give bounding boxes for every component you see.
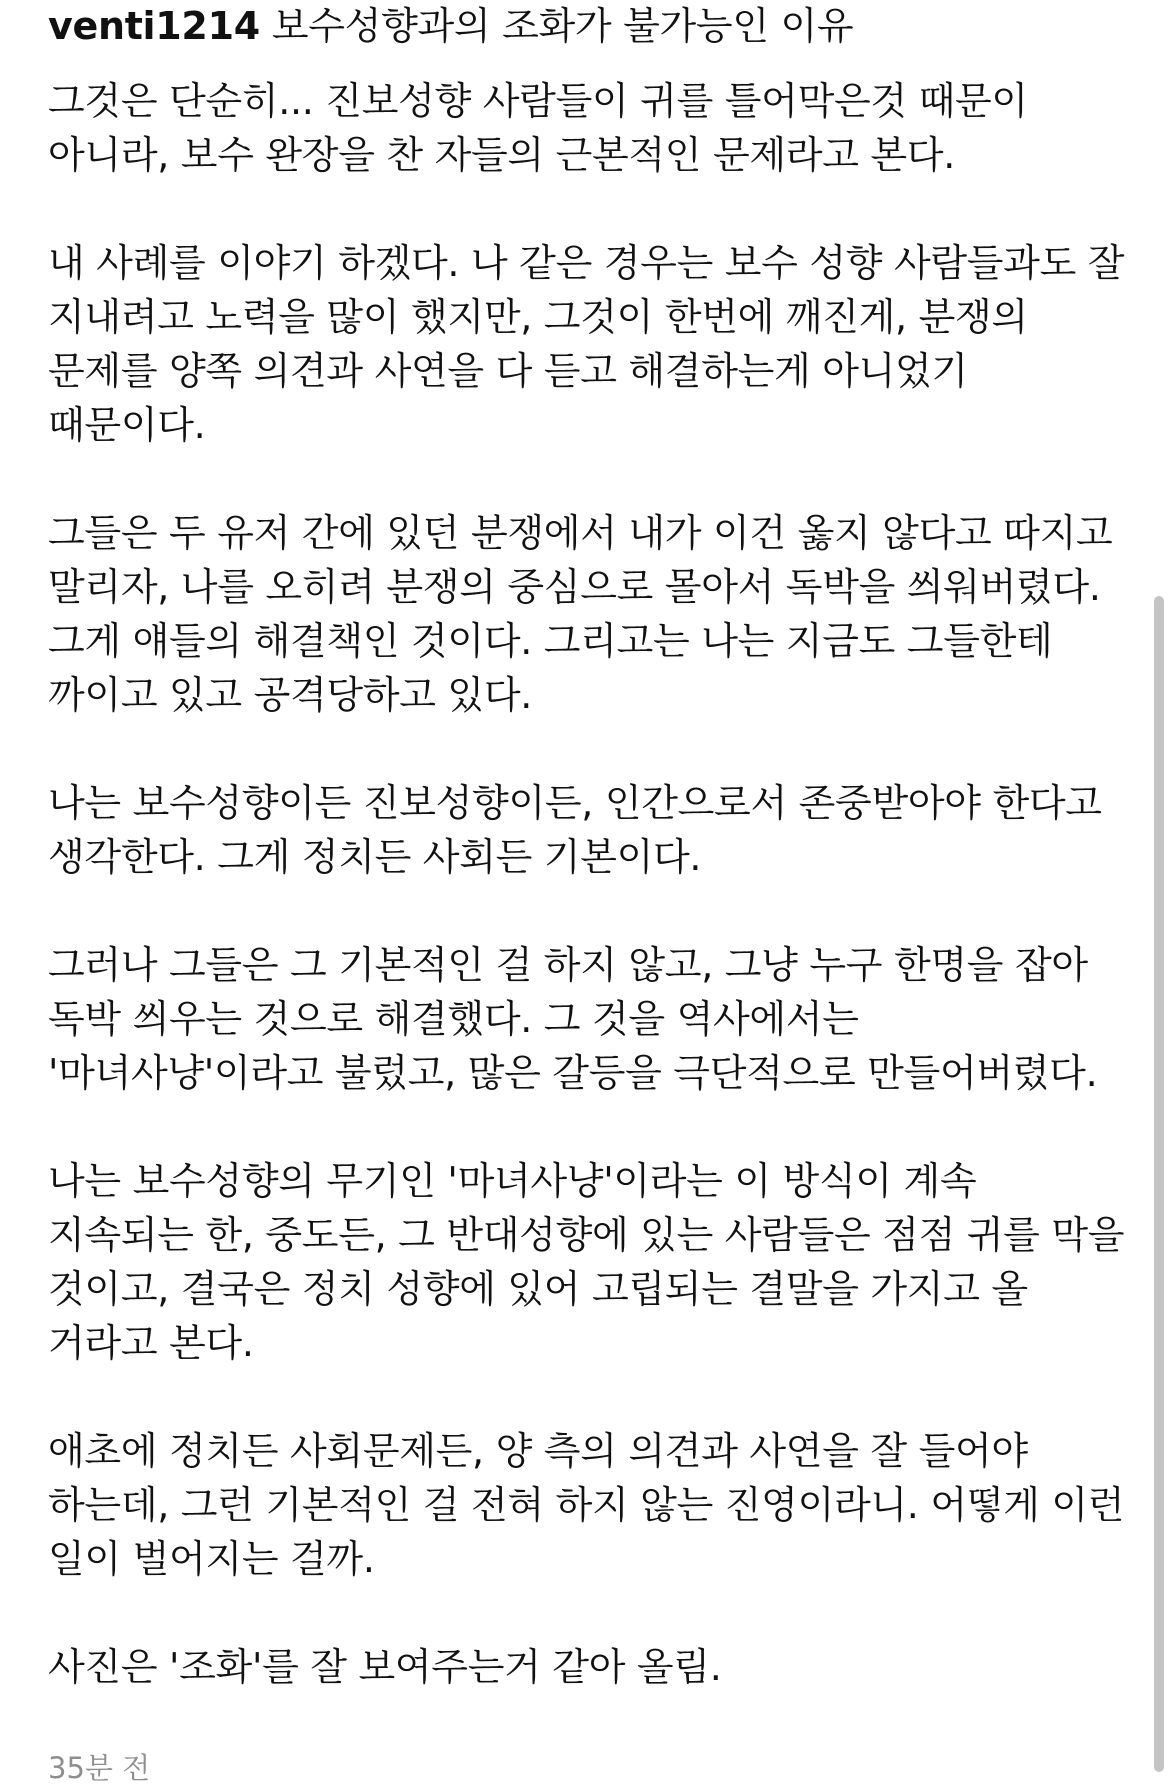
post-timestamp: 35분 전 [48, 1751, 151, 1785]
scrollbar-thumb[interactable] [1154, 596, 1164, 1772]
post-paragraph-7: 애초에 정치든 사회문제든, 양 측의 의견과 사연을 잘 들어야 하는데, 그런 기본적인 걸 전혀 하지 않는 진영이라니. 어떻게 이런 일이 벌어지는 걸까. [48, 1429, 1125, 1581]
username[interactable]: venti1214 [48, 4, 260, 48]
post-title: 보수성향과의 조화가 불가능인 이유 [271, 4, 854, 48]
post-paragraph-3: 그들은 두 유저 간에 있던 분쟁에서 내가 이건 옳지 않다고 따지고 말리자, 나를 오히려 분쟁의 중심으로 몰아서 독박을 씌워버렸다. 그게 얘들의 해결책인 것이다. 그리고는 나는 지금도 그들한테 까이고 있고 공격당하고 있다. [48, 511, 1113, 717]
post-paragraph-2: 내 사례를 이야기 하겠다. 나 같은 경우는 보수 성향 사람들과도 잘 지내려고 노력을 많이 했지만, 그것이 한번에 깨진게, 분쟁의 문제를 양쪽 의견과 사연을 다 듣고 해결하는게 아니었기 때문이다. [48, 241, 1125, 447]
post-paragraph-5: 그러나 그들은 그 기본적인 걸 하지 않고, 그냥 누구 한명을 잡아 독박 씌우는 것으로 해결했다. 그 것을 역사에서는 '마녀사냥'이라고 불렀고, 많은 갈등을 극단적으로 만들어버렸다. [48, 943, 1098, 1095]
post [48, 0, 1128, 1788]
post-header [48, 0, 1128, 52]
post-paragraph-8: 사진은 '조화'를 잘 보여주는거 같아 올림. [48, 1645, 722, 1689]
post-paragraph-6: 나는 보수성향의 무기인 '마녀사냥'이라는 이 방식이 계속 지속되는 한, 중도든, 그 반대성향에 있는 사람들은 점점 귀를 막을 것이고, 결국은 정치 성향에 있어 고립되는 결말을 가지고 올 거라고 본다. [48, 1159, 1125, 1365]
post-paragraph-1: 그것은 단순히... 진보성향 사람들이 귀를 틀어막은것 때문이 아니라, 보수 완장을 찬 자들의 근본적인 문제라고 본다. [48, 79, 1028, 177]
post-paragraph-4: 나는 보수성향이든 진보성향이든, 인간으로서 존중받아야 한다고 생각한다. 그게 정치든 사회든 기본이다. [48, 781, 1102, 879]
